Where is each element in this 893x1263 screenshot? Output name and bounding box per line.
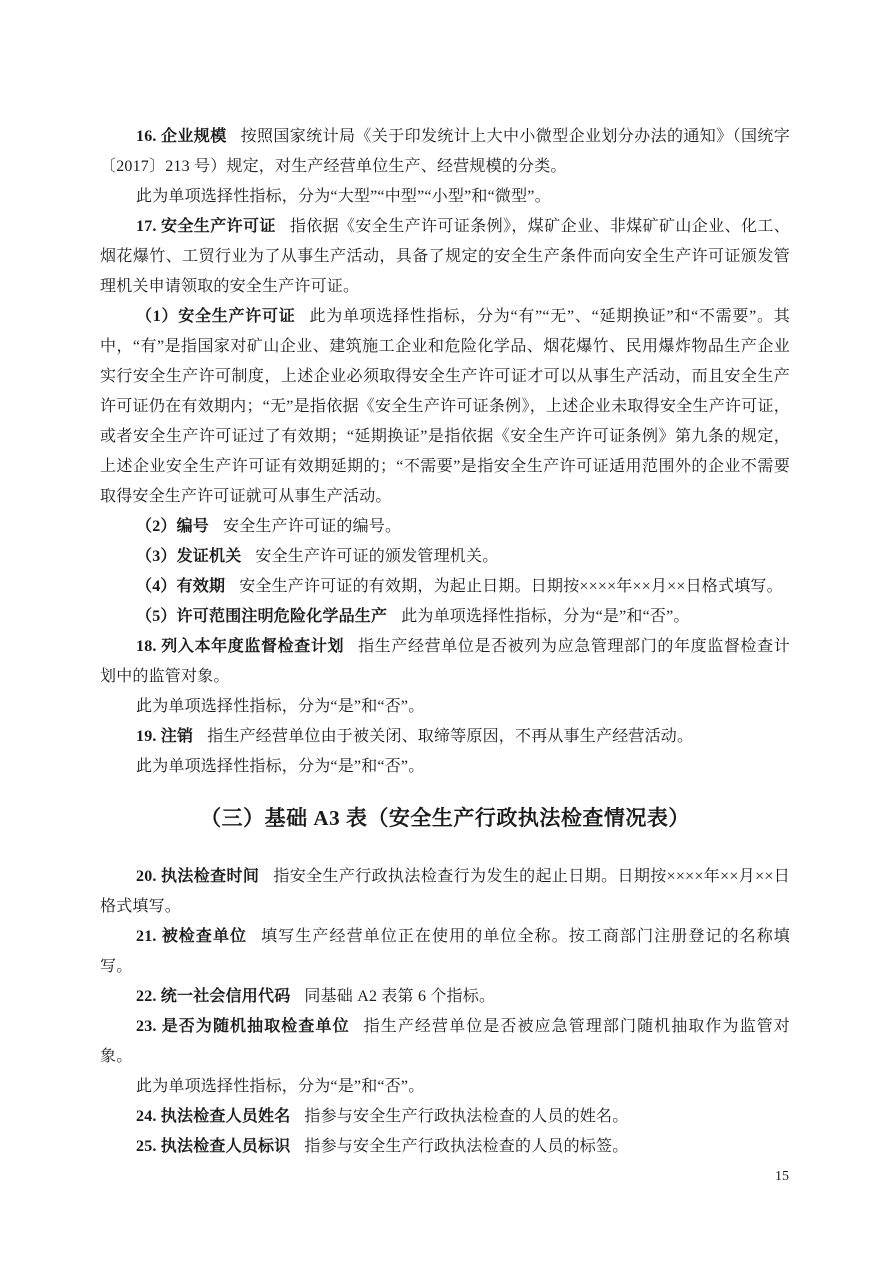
item-definition: 指生产经营单位由于被关闭、取缔等原因，不再从事生产经营活动。 bbox=[207, 728, 694, 745]
item-definition: 此为单项选择性指标，分为“是”和“否”。 bbox=[136, 698, 425, 715]
paragraph bbox=[100, 922, 790, 982]
item-definition: 安全生产许可证的颁发管理机关。 bbox=[255, 548, 499, 565]
item-term: 24. 执法检查人员姓名 bbox=[136, 1108, 291, 1125]
page-number: 15 bbox=[775, 1169, 789, 1184]
paragraph bbox=[100, 722, 790, 752]
item-definition: 指依据《安全生产许可证条例》，煤矿企业、非煤矿矿山企业、化工、烟花爆竹、工贸行业为了从事生产活动，具备了规定的安全生产条件而向安全生产许可证颁发管理机关申请领取的安全生产许可证。 bbox=[100, 218, 791, 295]
item-definition: 指参与安全生产行政执法检查的人员的标签。 bbox=[304, 1138, 629, 1155]
paragraph bbox=[100, 182, 790, 212]
item-term: （3）发证机关 bbox=[136, 548, 242, 565]
item-definition: 此为单项选择性指标，分为“有”“无”、“延期换证”和“不需要”。其中，“有”是指国家对矿山企业、建筑施工企业和危险化学品、烟花爆竹、民用爆炸物品生产企业实行安全生产许可制度，上述企业必须取得安全生产许可证才可以从事生产活动，而且安全生产许可证仍在有效期内；“无”是指依据《安全生产许可证条例》，上述企业未取得安全生产许可证，或者安全生产许可证过了有效期；“延期换证”是指依据《安全生产许可证条例》第九条的规定，上述企业安全生产许可证有效期延期的；“不需要”是指安全生产许可证适用范围外的企业不需要取得安全生产许可证就可从事生产活动。 bbox=[100, 308, 790, 505]
item-term: 21. 被检查单位 bbox=[136, 928, 248, 945]
paragraph bbox=[100, 602, 790, 632]
paragraph bbox=[100, 542, 790, 572]
item-term: 19. 注销 bbox=[136, 728, 194, 745]
item-definition: 此为单项选择性指标，分为“是”和“否”。 bbox=[136, 1078, 425, 1095]
item-definition: 此为单项选择性指标，分为“大型”“中型”“小型”和“微型”。 bbox=[136, 188, 551, 205]
paragraph bbox=[100, 302, 790, 512]
paragraph bbox=[100, 632, 790, 692]
paragraph bbox=[100, 982, 790, 1012]
section-heading-a3: （三）基础 A3 表（安全生产行政执法检查情况表） bbox=[200, 806, 690, 830]
item-term: 18. 列入本年度监督检查计划 bbox=[136, 638, 345, 655]
section-basic-a2-items bbox=[100, 122, 790, 782]
paragraph bbox=[100, 572, 790, 602]
item-definition: 此为单项选择性指标，分为“是”和“否”。 bbox=[401, 608, 690, 625]
paragraph bbox=[100, 122, 790, 182]
item-definition: 安全生产许可证的有效期，为起止日期。日期按××××年××月××日格式填写。 bbox=[239, 578, 783, 595]
paragraph bbox=[100, 1132, 790, 1162]
item-definition: 此为单项选择性指标，分为“是”和“否”。 bbox=[136, 758, 425, 775]
item-term: （4）有效期 bbox=[136, 578, 226, 595]
paragraph bbox=[100, 752, 790, 782]
item-term: 22. 统一社会信用代码 bbox=[136, 988, 291, 1005]
paragraph bbox=[100, 1072, 790, 1102]
item-term: （2）编号 bbox=[136, 518, 210, 535]
item-definition: 填写生产经营单位正在使用的单位全称。按工商部门注册登记的名称填写。 bbox=[100, 928, 790, 975]
item-term: 16. 企业规模 bbox=[136, 128, 227, 145]
section-basic-a3-items bbox=[100, 862, 790, 1162]
paragraph bbox=[100, 692, 790, 722]
paragraph bbox=[100, 1102, 790, 1132]
item-term: （1）安全生产许可证 bbox=[136, 308, 296, 325]
item-term: 17. 安全生产许可证 bbox=[136, 218, 276, 235]
paragraph bbox=[100, 862, 790, 922]
item-definition: 安全生产许可证的编号。 bbox=[223, 518, 402, 535]
item-definition: 指安全生产行政执法检查行为发生的起止日期。日期按××××年××月××日格式填写。 bbox=[100, 868, 790, 915]
paragraph bbox=[100, 1012, 790, 1072]
item-definition: 按照国家统计局《关于印发统计上大中小微型企业划分办法的通知》（国统字〔2017〕213 号）规定，对生产经营单位生产、经营规模的分类。 bbox=[100, 128, 790, 175]
document-body bbox=[100, 122, 790, 1162]
item-term: 25. 执法检查人员标识 bbox=[136, 1138, 291, 1155]
item-definition: 同基础 A2 表第 6 个指标。 bbox=[304, 988, 496, 1005]
item-definition: 指生产经营单位是否被列为应急管理部门的年度监督检查计划中的监管对象。 bbox=[100, 638, 790, 685]
item-definition: 指参与安全生产行政执法检查的人员的姓名。 bbox=[304, 1108, 629, 1125]
item-term: （5）许可范围注明危险化学品生产 bbox=[136, 608, 388, 625]
paragraph bbox=[100, 512, 790, 542]
item-term: 23. 是否为随机抽取检查单位 bbox=[136, 1018, 350, 1035]
item-definition: 指生产经营单位是否被应急管理部门随机抽取作为监管对象。 bbox=[100, 1018, 790, 1065]
paragraph bbox=[100, 212, 790, 302]
item-term: 20. 执法检查时间 bbox=[136, 868, 260, 885]
